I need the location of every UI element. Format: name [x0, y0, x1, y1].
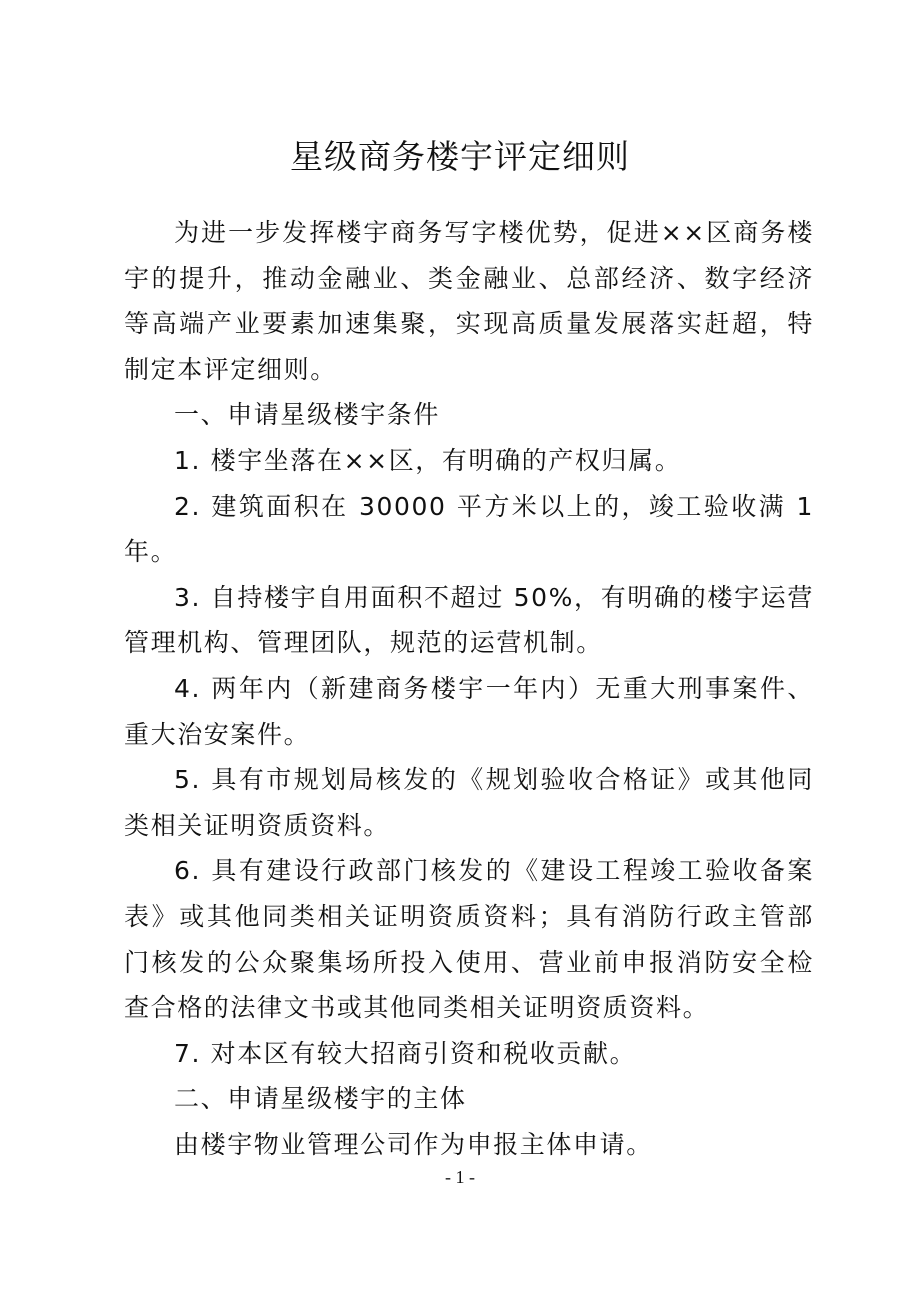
- applicant-paragraph: 由楼宇物业管理公司作为申报主体申请。: [174, 1129, 653, 1159]
- section-heading-1: 一、申请星级楼宇条件: [174, 400, 441, 430]
- condition-item-2: 2. 建筑面积在 30000 平方米以上的，竣工验收满 1 年。: [124, 491, 814, 567]
- document-body: [124, 210, 814, 1167]
- condition-item-1: 1. 楼宇坐落在××区，有明确的产权归属。: [174, 445, 682, 475]
- condition-item-6: 6. 具有建设行政部门核发的《建设工程竣工验收备案表》或其他同类相关证明资质资料；具有消防行政主管部门核发的公众聚集场所投入使用、营业前申报消防安全检查合格的法律文书或其他同类相关证明资质资料。: [124, 856, 814, 1023]
- section-heading-2: 二、申请星级楼宇的主体: [174, 1084, 467, 1114]
- condition-item-4: 4. 两年内（新建商务楼宇一年内）无重大刑事案件、重大治安案件。: [124, 673, 814, 749]
- intro-paragraph: 为进一步发挥楼宇商务写字楼优势，促进××区商务楼宇的提升，推动金融业、类金融业、总部经济、数字经济等高端产业要素加速集聚，实现高质量发展落实赶超，特制定本评定细则。: [124, 218, 814, 384]
- condition-item-5: 5. 具有市规划局核发的《规划验收合格证》或其他同类相关证明资质资料。: [124, 765, 814, 840]
- condition-item-3: 3. 自持楼宇自用面积不超过 50%，有明确的楼宇运营管理机构、管理团队，规范的运营机制。: [124, 582, 814, 658]
- document-title: 星级商务楼宇评定细则: [290, 137, 630, 177]
- condition-item-7: 7. 对本区有较大招商引资和税收贡献。: [174, 1038, 637, 1068]
- page-number: - 1 -: [445, 1167, 475, 1187]
